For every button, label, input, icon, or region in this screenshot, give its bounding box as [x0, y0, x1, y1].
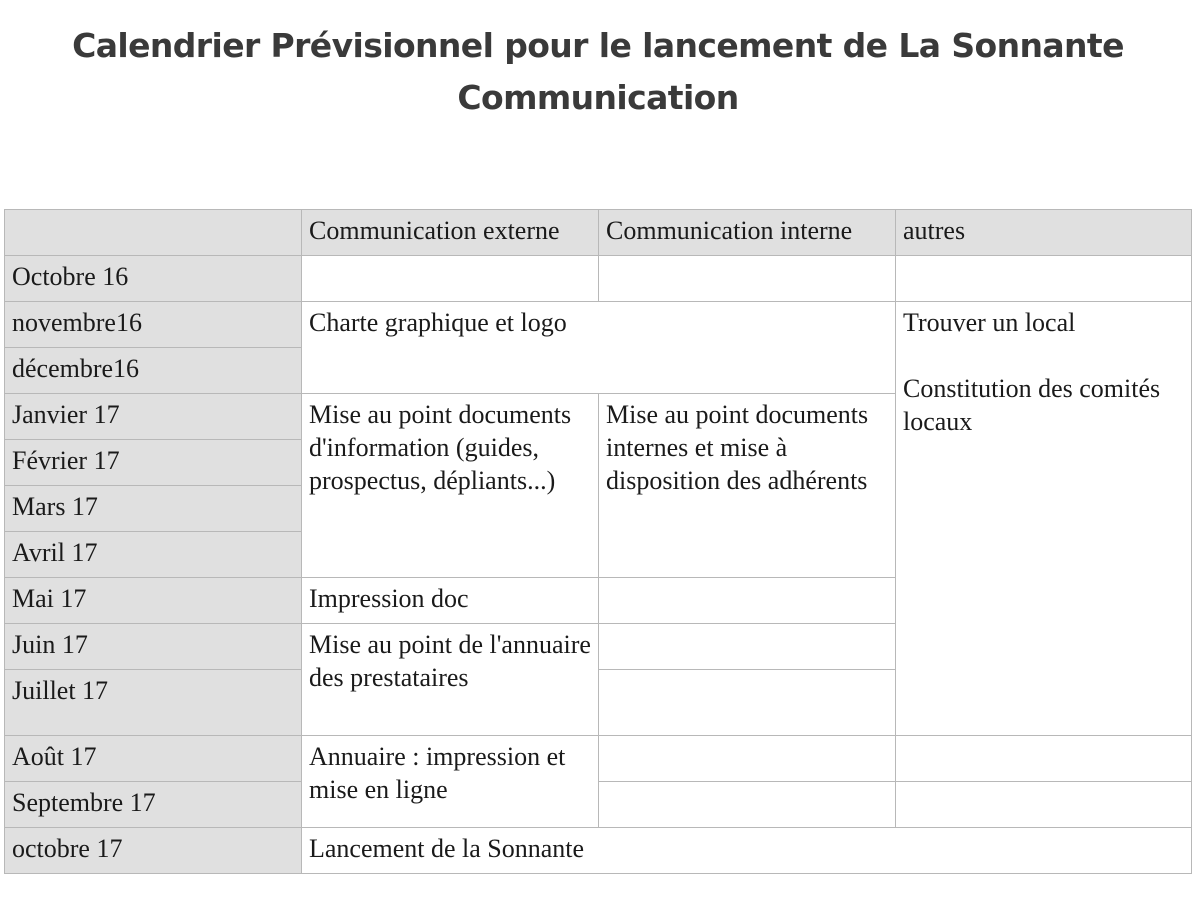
month-cell: Juillet 17: [5, 670, 302, 736]
task-trouver-local: Trouver un local: [903, 308, 1076, 337]
table-header-row: [5, 210, 1192, 256]
month-cell: Juin 17: [5, 624, 302, 670]
table-row: [5, 782, 1192, 828]
month-cell: décembre16: [5, 348, 302, 394]
table-row: [5, 256, 1192, 302]
empty-cell: [599, 736, 896, 782]
empty-cell: [599, 624, 896, 670]
task-cell-docs-information: Mise au point documents d'information (guides, prospectus, dépliants...): [302, 394, 599, 578]
month-cell: Septembre 17: [5, 782, 302, 828]
table-row: [5, 302, 1192, 348]
empty-cell: [302, 256, 599, 302]
task-cell-lancement: Lancement de la Sonnante: [302, 828, 1192, 874]
task-constitution-comites: Constitution des comités locaux: [903, 374, 1161, 436]
task-cell-annuaire-impression: Annuaire : impression et mise en ligne: [302, 736, 599, 828]
page-title-line-1: Calendrier Prévisionnel pour le lancement de La Sonnante: [72, 26, 1124, 65]
empty-cell: [599, 256, 896, 302]
header-corner-cell: [5, 210, 302, 256]
page-title: [0, 20, 1196, 124]
month-cell: novembre16: [5, 302, 302, 348]
month-cell: Octobre 16: [5, 256, 302, 302]
month-cell: Février 17: [5, 440, 302, 486]
month-cell: Janvier 17: [5, 394, 302, 440]
header-autres: autres: [896, 210, 1192, 256]
month-cell: octobre 17: [5, 828, 302, 874]
month-cell: Avril 17: [5, 532, 302, 578]
task-cell-autres: [896, 302, 1192, 736]
empty-cell: [896, 256, 1192, 302]
task-cell-impression-doc: Impression doc: [302, 578, 599, 624]
empty-cell: [599, 670, 896, 736]
spacer: [903, 339, 1185, 372]
month-cell: Août 17: [5, 736, 302, 782]
empty-cell: [599, 782, 896, 828]
task-cell-docs-internes: Mise au point documents internes et mise à disposition des adhérents: [599, 394, 896, 578]
schedule-table: [4, 209, 1192, 874]
task-cell-charte: Charte graphique et logo: [302, 302, 896, 394]
task-cell-annuaire-prestataires: Mise au point de l'annuaire des prestataires: [302, 624, 599, 736]
empty-cell: [896, 736, 1192, 782]
header-communication-externe: Communication externe: [302, 210, 599, 256]
table-row: [5, 828, 1192, 874]
header-communication-interne: Communication interne: [599, 210, 896, 256]
empty-cell: [599, 578, 896, 624]
empty-cell: [896, 782, 1192, 828]
page-title-line-2: Communication: [457, 78, 739, 117]
table-row: [5, 736, 1192, 782]
month-cell: Mai 17: [5, 578, 302, 624]
month-cell: Mars 17: [5, 486, 302, 532]
